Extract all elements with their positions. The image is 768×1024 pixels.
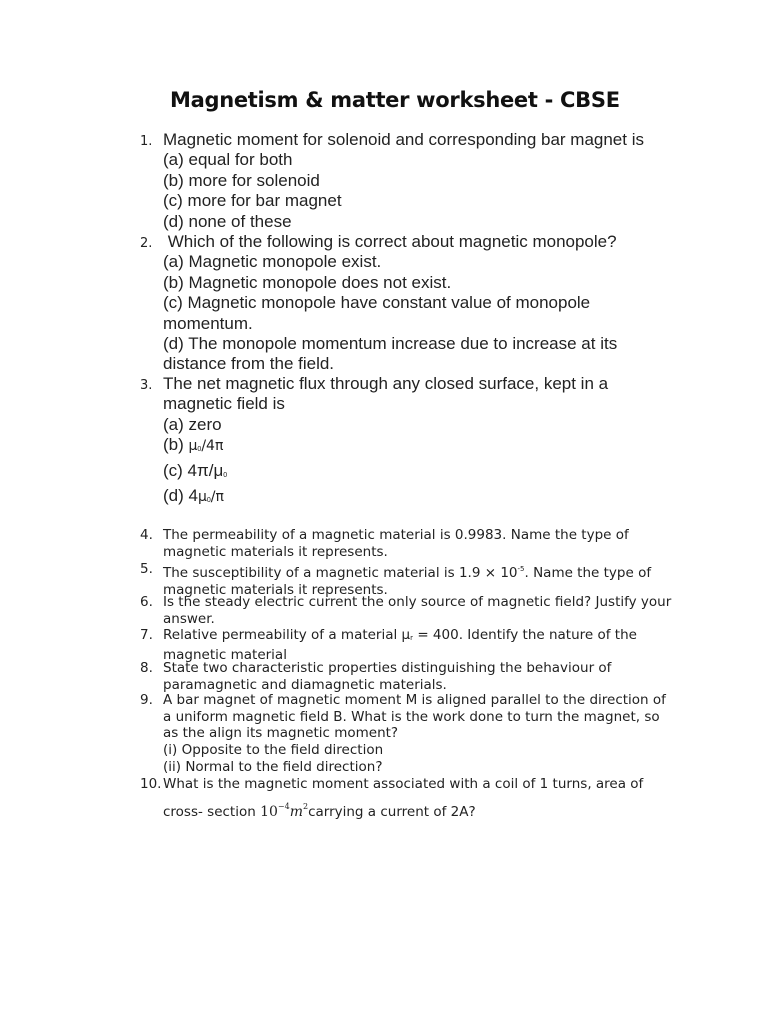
question-number: 1. xyxy=(140,134,153,149)
part-ii: (ii) Normal to the field direction? xyxy=(163,758,383,775)
option-b: (b) Magnetic monopole does not exist. xyxy=(163,272,452,292)
option-c: (c) 4π/μ0 xyxy=(163,460,228,480)
option-c: (c) more for bar magnet xyxy=(163,191,342,211)
question-text: The susceptibility of a magnetic material is $1.9 \times 10^{-5}$. Name the type of magnetic materials it represents. xyxy=(163,565,652,598)
question-text: Which of the following is correct about magnetic monopole? xyxy=(163,232,617,251)
question-text: The permeability of a magnetic material is 0.9983. Name the type of magnetic materials it represents. xyxy=(163,527,629,560)
question-text: Is the steady electric current the only source of magnetic field? Justify your answer. xyxy=(163,594,672,627)
option-b: (b) more for solenoid xyxy=(163,170,320,190)
area-expression: $10^{-4}m^2$ xyxy=(260,801,309,820)
page-title: Magnetism & matter worksheet - CBSE xyxy=(170,88,620,112)
question-text: A bar magnet of magnetic moment M is aligned parallel to the direction of a uniform magnetic field B. What is the work done to turn the magnet, so as the align its magnetic moment? xyxy=(163,692,666,742)
option-c: (c) Magnetic monopole have constant value of monopole momentum. xyxy=(163,293,591,333)
question-text: State two characteristic properties distinguishing the behaviour of paramagnetic and diamagnetic materials. xyxy=(163,660,612,693)
option-d: (d) none of these xyxy=(163,211,292,231)
question-text: Relative permeability of a material μr = 400. Identify the nature of the magnetic material xyxy=(163,627,637,663)
question-number: 2. xyxy=(140,236,153,251)
option-a: (a) equal for both xyxy=(163,150,293,170)
option-d: (d) The monopole momentum increase due to increase at its distance from the field. xyxy=(163,334,618,374)
question-text-line-1: What is the magnetic moment associated with a coil of 1 turns, area of xyxy=(163,776,644,792)
part-i: (i) Opposite to the field direction xyxy=(163,742,384,759)
question-number: 5. xyxy=(140,561,153,577)
question-number: 3. xyxy=(140,378,153,393)
question-number: 9. xyxy=(140,692,153,708)
question-number: 7. xyxy=(140,627,153,643)
option-d: (d) 4μ0/π xyxy=(163,486,224,506)
option-a: (a) Magnetic monopole exist. xyxy=(163,252,382,272)
option-a: (a) zero xyxy=(163,414,222,434)
question-number: 6. xyxy=(140,594,153,610)
question-number: 8. xyxy=(140,660,153,676)
question-text: Magnetic moment for solenoid and corresponding bar magnet is xyxy=(163,130,644,149)
question-text-line-2: cross- section $10^{-4}m^2carrying$ a current of 2A? xyxy=(163,801,476,820)
question-number: 10. xyxy=(140,776,162,792)
question-text: The net magnetic flux through any closed surface, kept in a magnetic field is xyxy=(163,374,609,414)
question-number: 4. xyxy=(140,527,153,543)
option-b: (b) μ0/4π xyxy=(163,435,224,455)
